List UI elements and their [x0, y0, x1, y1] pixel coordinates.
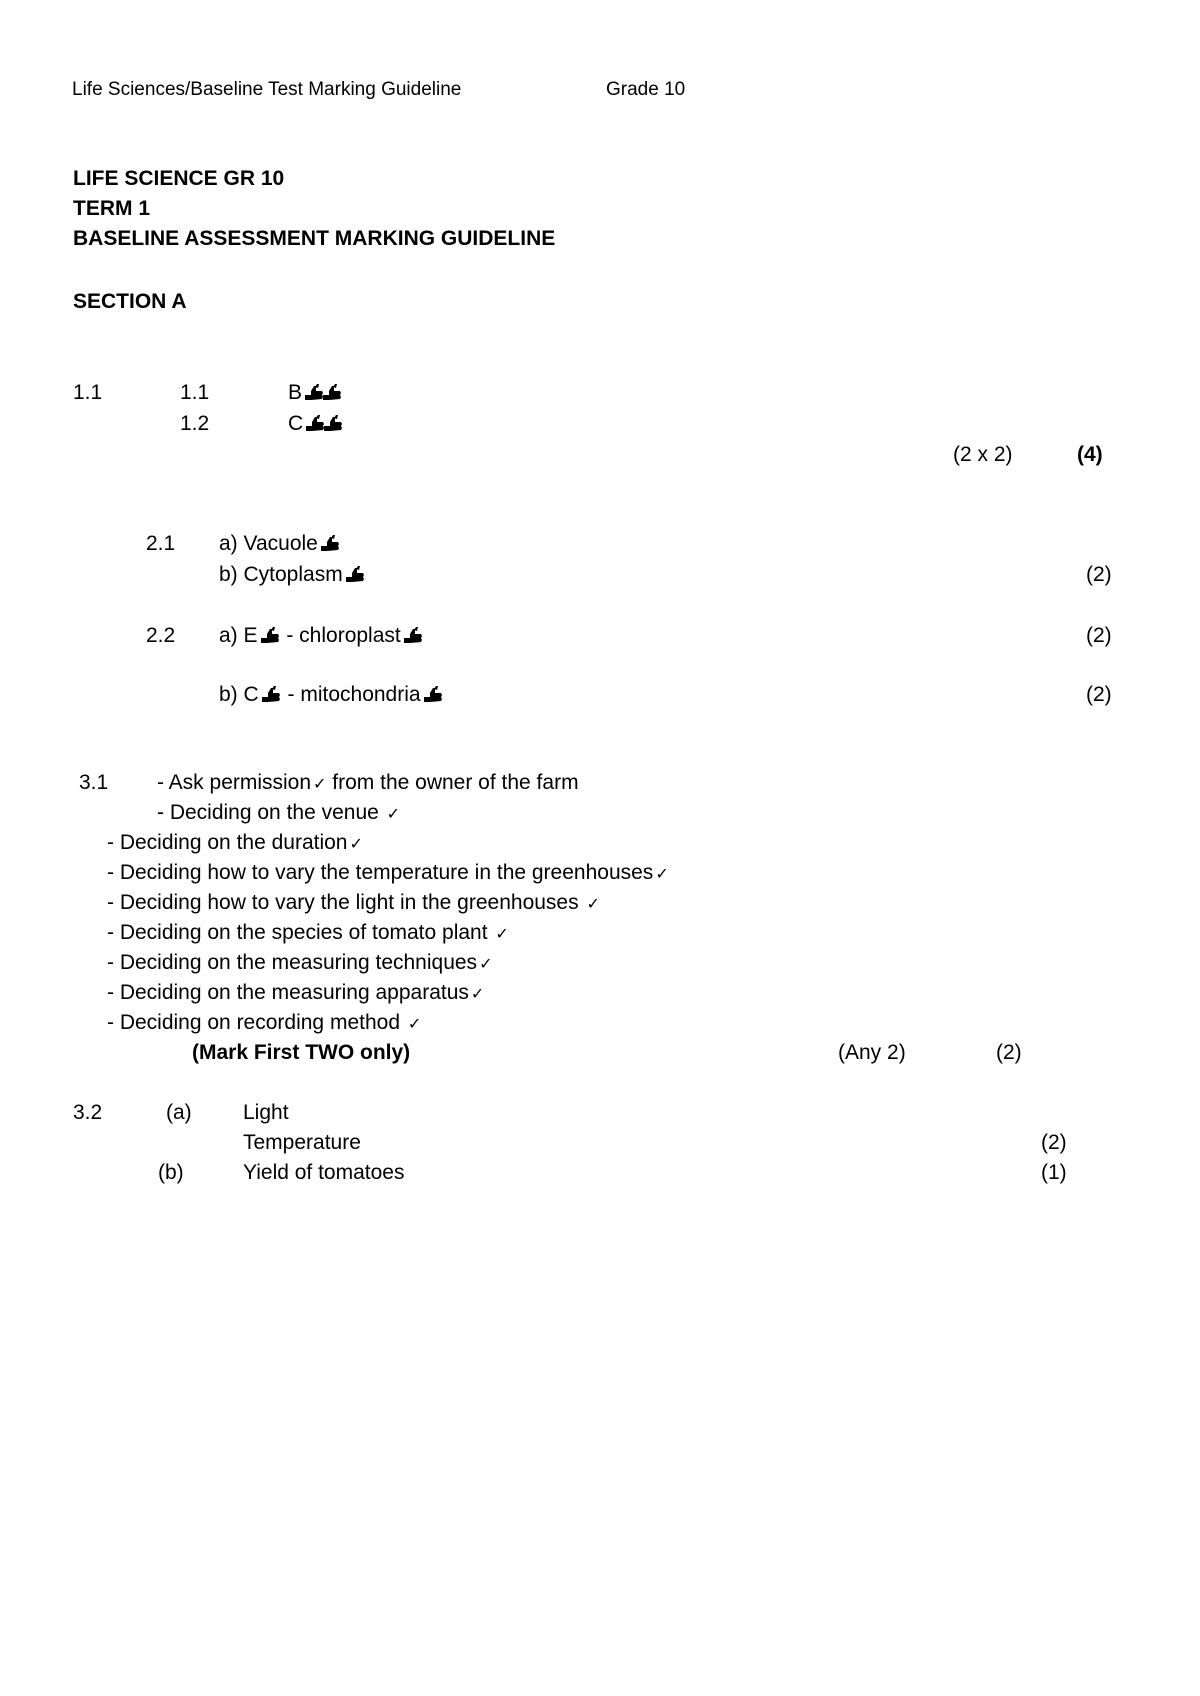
q32-b-label: (b) [158, 1161, 184, 1184]
q31-line-8 [107, 982, 484, 1003]
tick-icon: ✓ [470, 984, 485, 1003]
q32-b-marks: (1) [1041, 1161, 1067, 1184]
tick-icon: ✓ [655, 864, 669, 883]
q31-marks: (2) [996, 1041, 1022, 1064]
q22-answer-b [219, 684, 444, 705]
q32-a-marks: (2) [1041, 1131, 1067, 1154]
q32-a-answer-2: Temperature [243, 1131, 361, 1154]
q31-line-3 [107, 832, 363, 853]
answer-text: - Deciding on recording method [107, 1011, 406, 1034]
mark-icon [344, 565, 366, 584]
answer-letter: C [288, 412, 304, 435]
q21-answer-a [219, 533, 341, 554]
q22a-marks: (2) [1086, 624, 1112, 647]
mark-icon [260, 685, 282, 704]
answer-text: - Deciding on the species of tomato plant [107, 921, 494, 944]
q22b-marks: (2) [1086, 683, 1112, 706]
answer-text: - Deciding on the measuring techniques [107, 951, 478, 974]
q32-number: 3.2 [73, 1101, 103, 1124]
answer-text: - Deciding on the venue [157, 801, 385, 824]
q31-line-6 [107, 922, 509, 943]
q31-note: (Mark First TWO only) [192, 1041, 411, 1064]
answer-text: - Deciding on the measuring apparatus [107, 981, 469, 1004]
mark-icon [322, 414, 344, 433]
q31-line-7 [107, 952, 492, 973]
header-grade: Grade 10 [606, 79, 686, 100]
tick-icon: ✓ [313, 774, 327, 793]
q31-any: (Any 2) [838, 1041, 906, 1064]
answer-text: - Ask permission [157, 771, 312, 794]
answer-text: - Deciding how to vary the light in the greenhouses [107, 891, 585, 914]
tick-icon: ✓ [407, 1014, 422, 1033]
q1-calculation: (2 x 2) [953, 443, 1013, 466]
q31-line-1 [157, 772, 579, 793]
mark-icon [319, 534, 341, 553]
q31-line-4 [107, 862, 669, 883]
answer-text: - Deciding on the duration [107, 831, 348, 854]
q21-marks: (2) [1086, 563, 1112, 586]
q32-a-answer-1: Light [243, 1101, 289, 1124]
answer-text: a) E [219, 624, 258, 647]
q31-line-5 [107, 892, 600, 913]
q31-line-9 [107, 1012, 421, 1033]
header-title: Life Sciences/Baseline Test Marking Guideline [72, 79, 462, 100]
q1-sub1-number: 1.1 [180, 381, 210, 404]
q32-b-answer: Yield of tomatoes [243, 1161, 405, 1184]
answer-text: - Deciding how to vary the temperature in the greenhouses [107, 861, 654, 884]
doc-term: TERM 1 [73, 197, 151, 220]
answer-text: from the owner of the farm [326, 771, 579, 794]
mark-icon [402, 626, 424, 645]
q1-sub1-answer [288, 382, 343, 403]
q21-answer-b [219, 564, 366, 585]
answer-text: a) Vacuole [219, 532, 318, 555]
q22-answer-a [219, 625, 424, 646]
q1-number: 1.1 [73, 381, 103, 404]
doc-title: LIFE SCIENCE GR 10 [73, 167, 285, 190]
mark-icon [321, 383, 343, 402]
answer-text: b) Cytoplasm [219, 563, 343, 586]
answer-text: - mitochondria [281, 683, 421, 706]
q1-total: (4) [1077, 443, 1103, 466]
section-heading: SECTION A [73, 290, 187, 313]
q21-number: 2.1 [146, 532, 176, 555]
answer-text: - chloroplast [280, 624, 401, 647]
q32-a-label: (a) [166, 1101, 192, 1124]
tick-icon: ✓ [386, 804, 401, 823]
answer-letter: B [288, 381, 303, 404]
tick-icon: ✓ [495, 924, 509, 943]
tick-icon: ✓ [479, 954, 493, 973]
tick-icon: ✓ [586, 894, 600, 913]
mark-icon [422, 685, 444, 704]
q22-number: 2.2 [146, 624, 176, 647]
q1-sub2-answer [288, 413, 344, 434]
q31-number: 3.1 [79, 771, 109, 794]
tick-icon: ✓ [349, 834, 363, 853]
q1-sub2-number: 1.2 [180, 412, 210, 435]
answer-text: b) C [219, 683, 259, 706]
doc-subtitle: BASELINE ASSESSMENT MARKING GUIDELINE [73, 227, 556, 250]
mark-icon [259, 626, 281, 645]
q31-line-2 [157, 802, 400, 823]
